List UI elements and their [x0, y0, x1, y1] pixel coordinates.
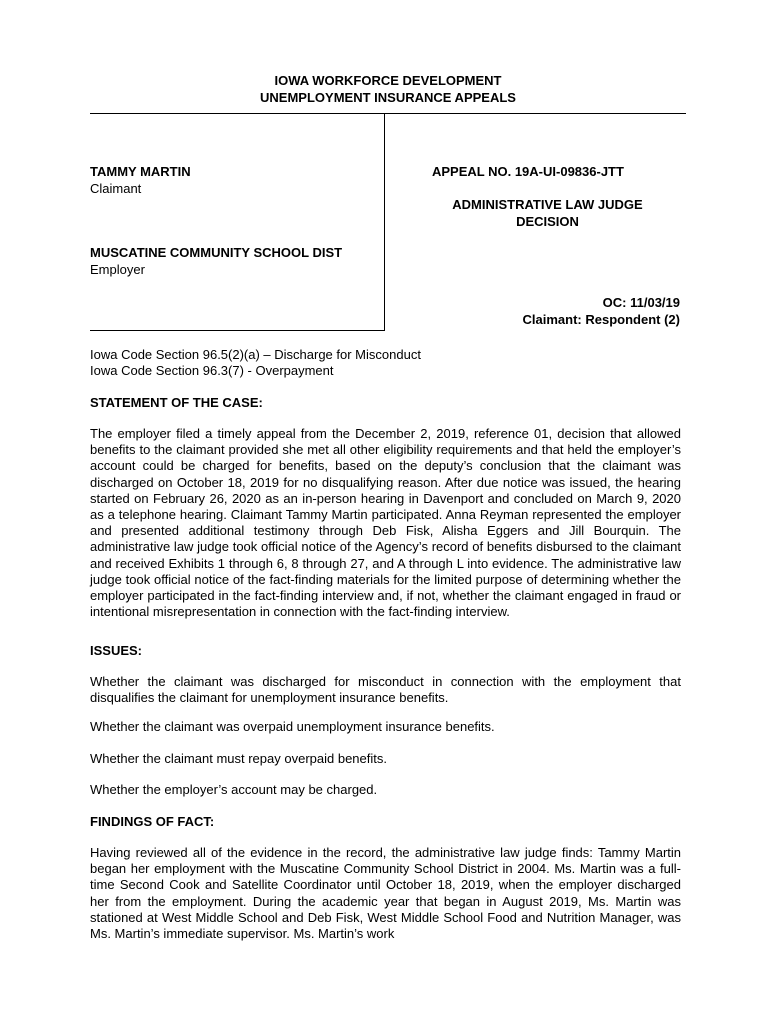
claimant-role: Claimant [90, 181, 142, 196]
findings-heading: FINDINGS OF FACT: [90, 814, 215, 829]
decision-title [410, 197, 685, 230]
code-section: Iowa Code Section 96.3(7) - Overpayment [90, 363, 334, 378]
decision-title-line2: DECISION [516, 213, 579, 229]
original-claim-date: OC: 11/03/19 [602, 295, 680, 310]
decision-title-line1: ADMINISTRATIVE LAW JUDGE [452, 197, 643, 212]
issues-heading: ISSUES: [90, 643, 143, 658]
employer-name: MUSCATINE COMMUNITY SCHOOL DIST [90, 245, 343, 260]
document-header [90, 73, 686, 106]
agency-name: IOWA WORKFORCE DEVELOPMENT [274, 73, 502, 88]
employer-role: Employer [90, 262, 145, 277]
claimant-status: Claimant: Respondent (2) [522, 312, 680, 327]
caption-divider [384, 113, 385, 331]
caption-top-rule [90, 113, 686, 114]
code-section: Iowa Code Section 96.5(2)(a) – Discharge for Misconduct [90, 347, 421, 362]
statement-text: The employer filed a timely appeal from the December 2, 2019, reference 01, decision that allowed benefits to the claimant provided she met all other eligibility requirements and that held the employer’s account could be charged for benefits, based on the deputy’s conclusion that the claimant was discharged on October 18, 2019 for no disqualifying reason. After due notice was issued, the hearing started on February 26, 2020 as an in-person hearing in Davenport and concluded on March 9, 2020 as a telephone hearing. Claimant Tammy Martin participated. Anna Reyman represented the employer and presented additional testimony through Deb Fisk, Alisha Eggers and Jill Bourquin. The administrative law judge took official notice of the Agency’s record of benefits disbursed to the claimant and received Exhibits 1 through 6, 8 through 27, and A through L into evidence. The administrative law judge took official notice of the fact-finding materials for the limited purpose of determining whether the employer participated in the fact-finding interview and, if not, whether the claimant engaged in fraud or intentional misrepresentation in connection with the fact-finding interview. [90, 426, 681, 620]
issue-item: Whether the claimant was discharged for misconduct in connection with the employment that disqualifies the claimant for unemployment insurance benefits. [90, 674, 681, 706]
statement-heading: STATEMENT OF THE CASE: [90, 395, 263, 410]
issue-item: Whether the claimant must repay overpaid benefits. [90, 751, 387, 766]
appeal-number: APPEAL NO. 19A-UI-09836-JTT [432, 164, 624, 179]
issue-item: Whether the claimant was overpaid unemployment insurance benefits. [90, 719, 495, 734]
claimant-name: TAMMY MARTIN [90, 164, 191, 179]
findings-text: Having reviewed all of the evidence in the record, the administrative law judge finds: Tammy Martin began her employment with the Muscatine Community School District in 2004. Ms. Martin was a full-time Second Cook and Satellite Coordinator until October 18, 2019, when the employer discharged her from the employment. During the academic year that began in August 2019, Ms. Martin was stationed at West Middle School and Deb Fisk, West Middle School Food and Nutrition Manager, was Ms. Martin’s immediate supervisor. Ms. Martin’s work [90, 845, 681, 942]
issue-item: Whether the employer’s account may be charged. [90, 782, 378, 797]
division-name: UNEMPLOYMENT INSURANCE APPEALS [260, 89, 516, 105]
caption-bottom-rule [90, 330, 385, 331]
